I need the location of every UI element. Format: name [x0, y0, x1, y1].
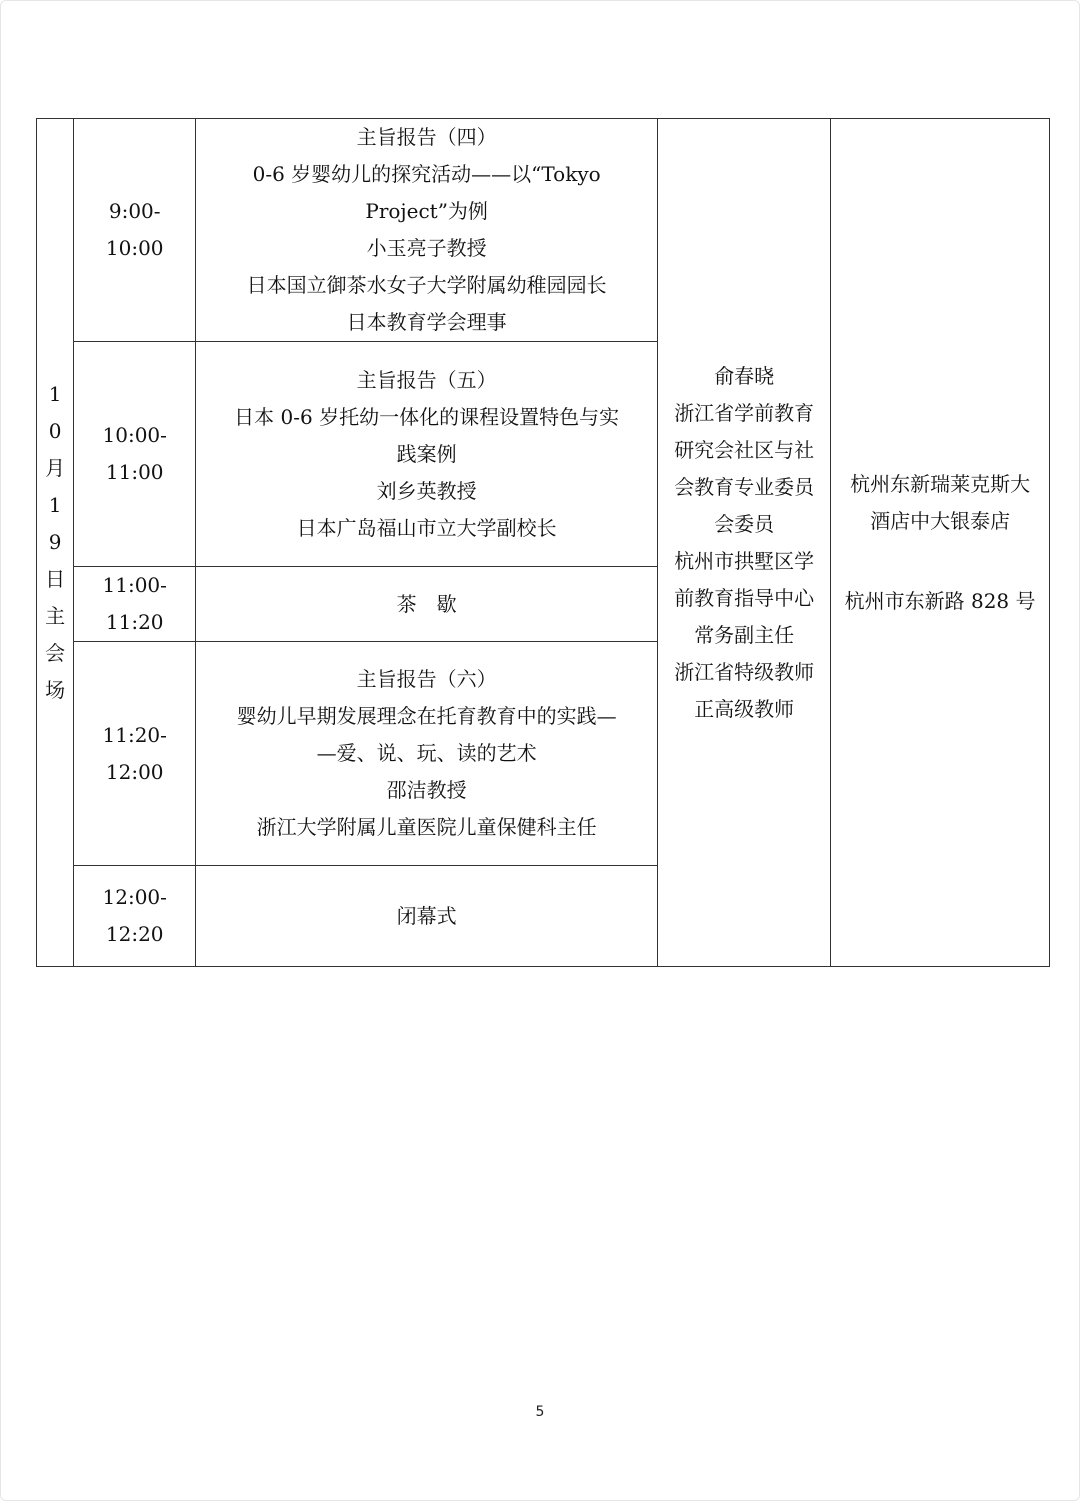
venue-name-line: 杭州东新瑞莱克斯大 [850, 471, 1031, 496]
session-content [196, 119, 658, 342]
session-topic-line: 日本 0-6 岁托幼一体化的课程设置特色与实 [234, 404, 620, 429]
session-time: 11:20-12:00 [102, 722, 167, 784]
session-topic-line: —爱、说、玩、读的艺术 [316, 741, 537, 765]
session-time: 9:00-10:00 [105, 199, 164, 260]
session-title: 主旨报告（五） [356, 367, 497, 392]
host-title-line: 浙江省学前教育 [674, 400, 815, 425]
session-content [196, 866, 658, 967]
schedule-table [36, 118, 1050, 967]
session-topic-line: 0-6 岁婴幼儿的探究活动——以“Tokyo [252, 162, 601, 186]
session-title: 主旨报告（四） [356, 125, 497, 149]
session-topic-line: 婴幼儿早期发展理念在托育教育中的实践— [236, 704, 617, 728]
time-cell [74, 119, 196, 342]
host-title-line: 杭州市拱墅区学 [674, 548, 815, 573]
break-label: 茶 歇 [396, 591, 457, 616]
host-title-line: 会教育专业委员 [674, 474, 815, 499]
venue-address: 杭州市东新路 828 号 [844, 588, 1036, 613]
speaker-name: 邵洁教授 [386, 778, 467, 802]
time-cell [74, 567, 196, 642]
session-content [196, 642, 658, 866]
time-cell [74, 642, 196, 866]
host-title-line: 浙江省特级教师 [674, 659, 815, 684]
session-title: 主旨报告（六） [356, 667, 497, 691]
day-cell [37, 119, 74, 967]
speaker-title: 日本国立御茶水女子大学附属幼稚园园长 [246, 273, 607, 297]
speaker-name: 小玉亮子教授 [366, 236, 487, 260]
time-cell [74, 342, 196, 567]
session-time: 10:00-11:00 [102, 423, 167, 484]
host-title-line: 常务副主任 [694, 622, 795, 647]
host-title-line: 前教育指导中心 [674, 585, 815, 610]
speaker-title: 日本广岛福山市立大学副校长 [296, 515, 557, 540]
speaker-title: 日本教育学会理事 [346, 310, 507, 334]
host-cell [658, 119, 831, 967]
page-number: 5 [535, 1404, 545, 1420]
day-label: 10月19日主会场 [45, 382, 66, 702]
host-title-line: 正高级教师 [694, 696, 795, 721]
session-content [196, 567, 658, 642]
host-name: 俞春晓 [714, 363, 775, 388]
session-content [196, 342, 658, 567]
venue-name-line: 酒店中大银泰店 [870, 508, 1011, 533]
session-time: 11:00-11:20 [102, 573, 167, 634]
venue-cell [831, 119, 1050, 967]
session-topic-line: 践案例 [396, 441, 457, 466]
speaker-name: 刘乡英教授 [376, 478, 477, 503]
time-cell [74, 866, 196, 967]
host-title-line: 会委员 [714, 511, 775, 536]
session-topic-line: Project”为例 [365, 199, 488, 223]
venue-gap [837, 540, 1043, 583]
session-time: 12:00-12:20 [102, 885, 167, 946]
closing-label: 闭幕式 [396, 903, 457, 928]
host-title-line: 研究会社区与社 [674, 437, 815, 462]
table-row [37, 119, 1050, 342]
speaker-title: 浙江大学附属儿童医院儿童保健科主任 [256, 815, 597, 839]
